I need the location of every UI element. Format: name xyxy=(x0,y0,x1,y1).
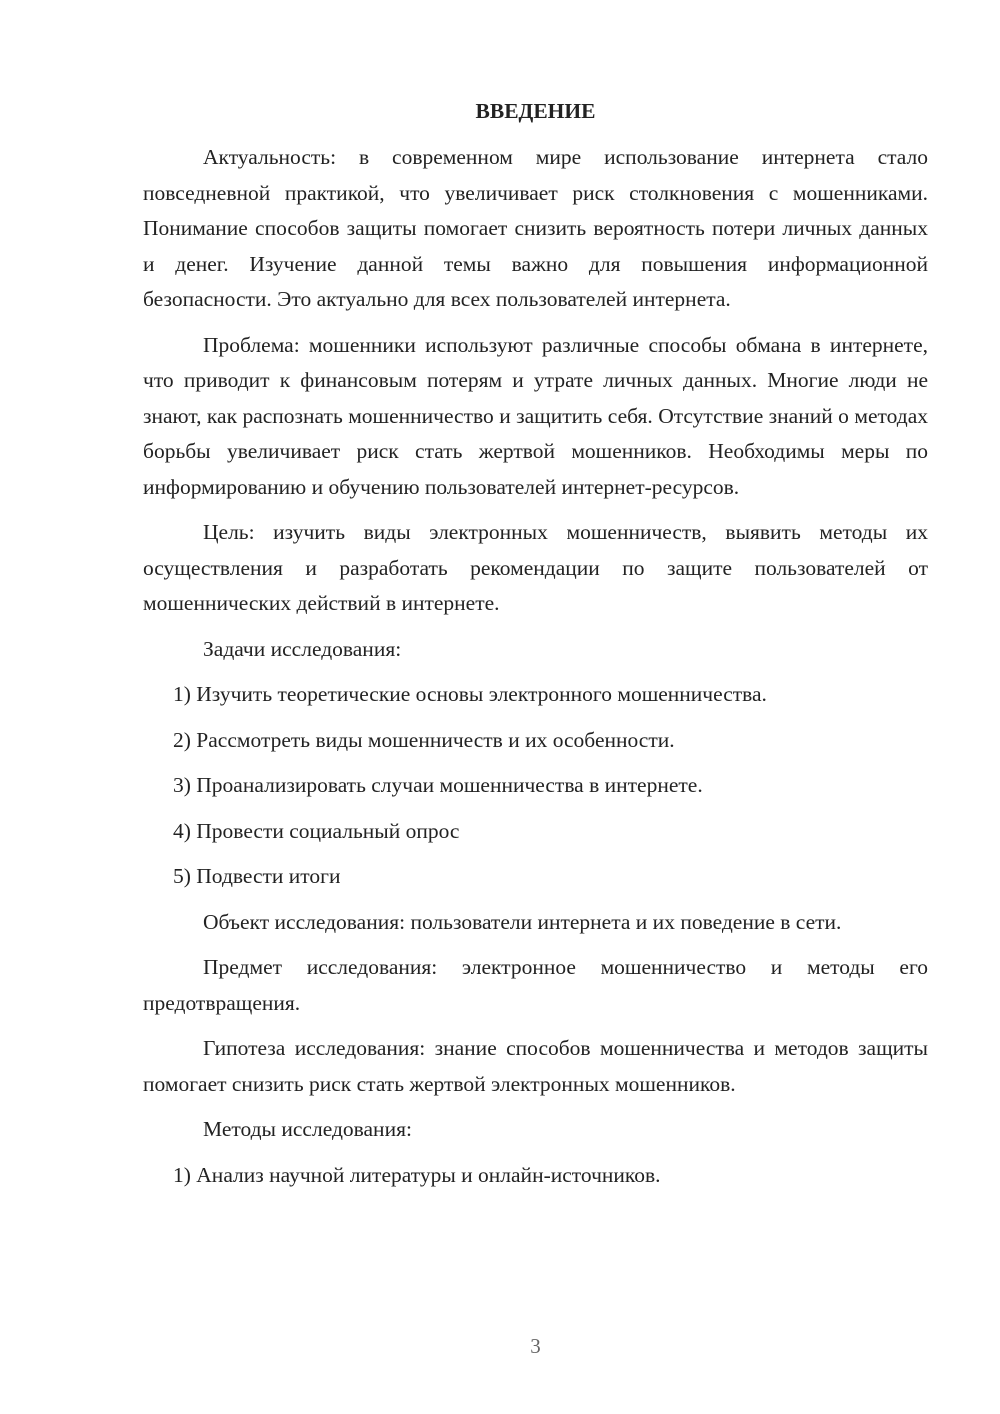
list-item-task-1: 1) Изучить теоретические основы электронного мошенничества. xyxy=(173,682,767,706)
list-item-task-5: 5) Подвести итоги xyxy=(173,864,341,888)
methods-heading: Методы исследования: xyxy=(203,1117,412,1141)
list-item-method-1: 1) Анализ научной литературы и онлайн-источников. xyxy=(173,1162,661,1187)
paragraph-problem: Проблема: мошенники используют различные способы обмана в интернете, что приводит к финансовым потерям и утрате личных данных. Многие люди не знают, как распознать мошенничество и защитить себя. Отсутствие знаний о методах борьбы увеличивает риск стать жертвой мошенников. Необходимы меры по информированию и обучению пользователей интернет-ресурсов. xyxy=(143,332,928,499)
paragraph-relevance: Актуальность: в современном мире использование интернета стало повседневной практикой, что увеличивает риск столкновения с мошенниками. Понимание способов защиты помогает снизить вероятность потери личных данных и денег. Изучение данной темы важно для повышения информационной безопасности. Это актуально для всех пользователей интернета. xyxy=(143,145,928,311)
section-heading: ВВЕДЕНИЕ xyxy=(475,99,596,123)
paragraph-subject: Предмет исследования: электронное мошенничество и методы его предотвращения. xyxy=(143,955,928,1015)
list-item-task-4: 4) Провести социальный опрос xyxy=(173,818,460,843)
document-page xyxy=(143,96,928,1203)
paragraph-hypothesis: Гипотеза исследования: знание способов мошенничества и методов защиты помогает снизить риск стать жертвой электронных мошенников. xyxy=(143,1036,928,1096)
page-number: 3 xyxy=(530,1334,541,1358)
list-item-task-3: 3) Проанализировать случаи мошенничества в интернете. xyxy=(173,773,703,797)
paragraph-object: Объект исследования: пользователи интернета и их поведение в сети. xyxy=(203,909,842,934)
paragraph-goal: Цель: изучить виды электронных мошенничеств, выявить методы их осуществления и разработать рекомендации по защите пользователей от мошеннических действий в интернете. xyxy=(143,520,928,615)
tasks-heading: Задачи исследования: xyxy=(203,636,402,661)
list-item-task-2: 2) Рассмотреть виды мошенничеств и их особенности. xyxy=(173,727,675,752)
